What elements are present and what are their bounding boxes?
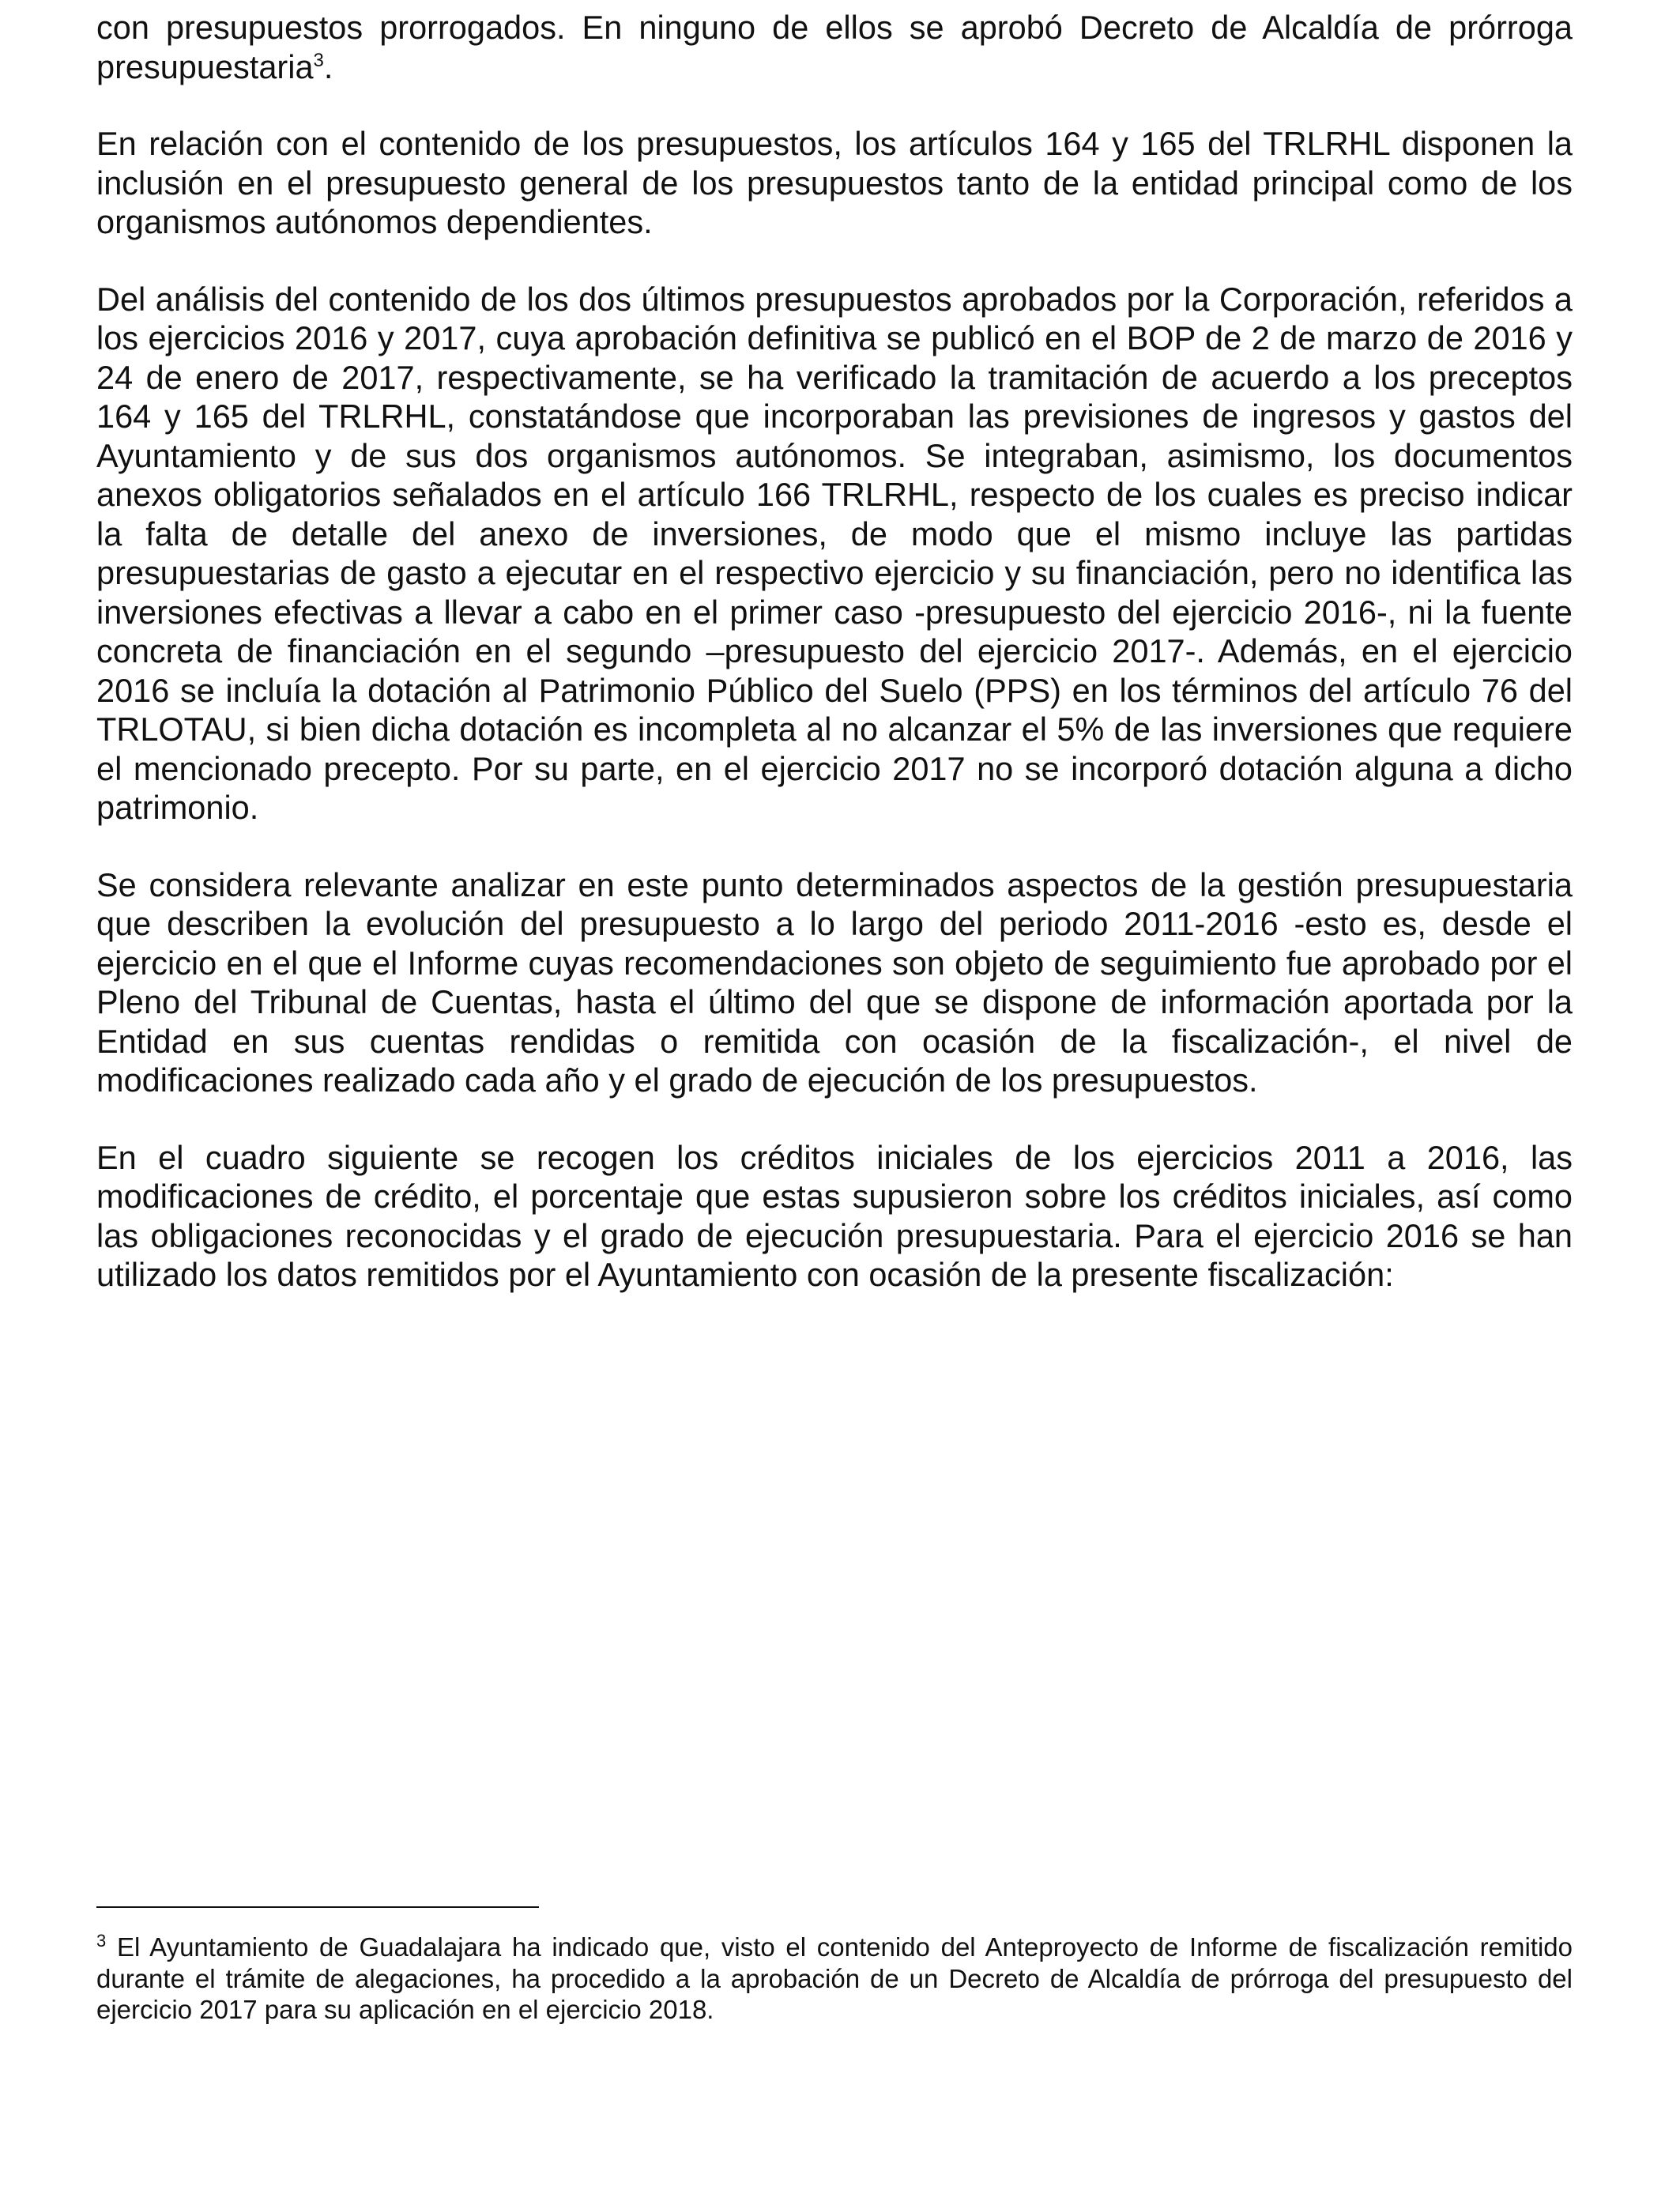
paragraph-1-text: con presupuestos prorrogados. En ninguno de ellos se aprobó Decreto de Alcaldía de prórroga presupuestaria	[96, 9, 1573, 85]
paragraph-1-tail: .	[323, 47, 333, 85]
footnote-reference[interactable]: 3	[313, 49, 324, 71]
paragraph-4: Se considera relevante analizar en este punto determinados aspectos de la gestión presupuestaria que describen la evolución del presupuesto a lo largo del periodo 2011-2016 -esto es, desde el ejercicio en el que el Informe cuyas recomendaciones son objeto de seguimiento fue aprobado por el Pleno del Tribunal de Cuentas, hasta el último del que se dispone de información aportada por la Entidad en sus cuentas rendidas o remitida con ocasión de la fiscalización-, el nivel de modificaciones realizado cada año y el grado de ejecución de los presupuestos.	[96, 865, 1573, 1099]
footnote-number: 3	[96, 1931, 107, 1951]
document-body	[96, 8, 1573, 1333]
footnote-text: El Ayuntamiento de Guadalajara ha indicado que, visto el contenido del Anteproyecto de Informe de fiscalización remitido durante el trámite de alegaciones, ha procedido a la aprobación de un Decreto de Alcaldía de prórroga del presupuesto del ejercicio 2017 para su aplicación en el ejercicio 2018.	[96, 1932, 1573, 2024]
footnote	[96, 1932, 1573, 2026]
paragraph-1	[96, 8, 1573, 86]
paragraph-5: En el cuadro siguiente se recogen los créditos iniciales de los ejercicios 2011 a 2016, las modificaciones de crédito, el porcentaje que estas supusieron sobre los créditos iniciales, así como las obligaciones reconocidas y el grado de ejecución presupuestaria. Para el ejercicio 2016 se han utilizado los datos remitidos por el Ayuntamiento con ocasión de la presente fiscalización:	[96, 1138, 1573, 1293]
footnote-separator	[96, 1906, 539, 1908]
paragraph-2: En relación con el contenido de los presupuestos, los artículos 164 y 165 del TRLRHL disponen la inclusión en el presupuesto general de los presupuestos tanto de la entidad principal como de los organismos autónomos dependientes.	[96, 125, 1573, 240]
footnote-area	[96, 1906, 1573, 2026]
paragraph-3: Del análisis del contenido de los dos últimos presupuestos aprobados por la Corporación, referidos a los ejercicios 2016 y 2017, cuya aprobación definitiva se publicó en el BOP de 2 de marzo de 2016 y 24 de enero de 2017, respectivamente, se ha verificado la tramitación de acuerdo a los preceptos 164 y 165 del TRLRHL, constatándose que incorporaban las previsiones de ingresos y gastos del Ayuntamiento y de sus dos organismos autónomos. Se integraban, asimismo, los documentos anexos obligatorios señalados en el artículo 166 TRLRHL, respecto de los cuales es preciso indicar la falta de detalle del anexo de inversiones, de modo que el mismo incluye las partidas presupuestarias de gasto a ejecutar en el respectivo ejercicio y su financiación, pero no identifica las inversiones efectivas a llevar a cabo en el primer caso -presupuesto del ejercicio 2016-, ni la fuente concreta de financiación en el segundo –presupuesto del ejercicio 2017-. Además, en el ejercicio 2016 se incluía la dotación al Patrimonio Público del Suelo (PPS) en los términos del artículo 76 del TRLOTAU, si bien dicha dotación es incompleta al no alcanzar el 5% de las inversiones que requiere el mencionado precepto. Por su parte, en el ejercicio 2017 no se incorporó dotación alguna a dicho patrimonio.	[96, 280, 1573, 826]
